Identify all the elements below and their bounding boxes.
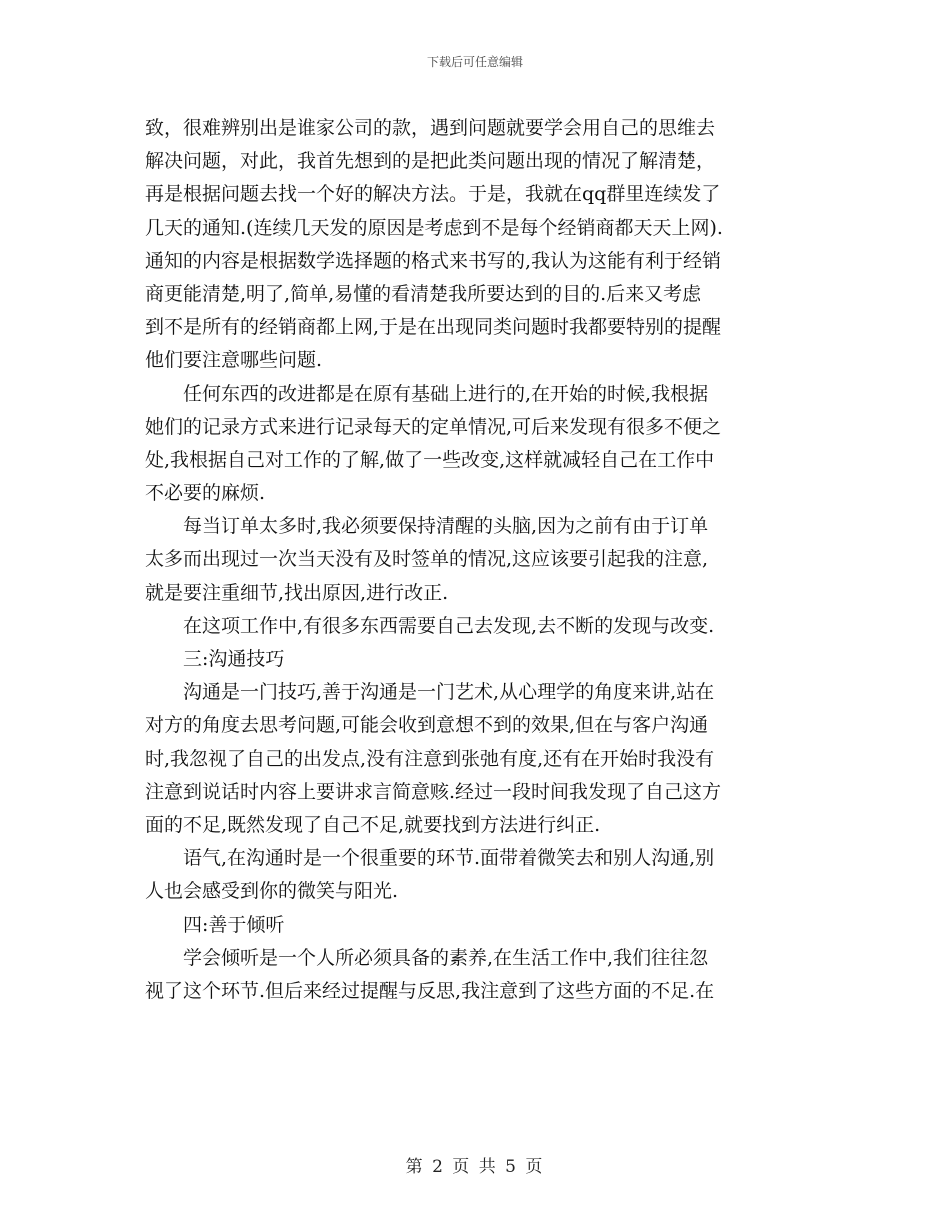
document-body [145,112,815,1008]
text-line: 时,我忽视了自己的出发点,没有注意到张弛有度,还有在开始时我没有 [145,747,715,770]
text-line: 不必要的麻烦. [145,482,266,505]
text-line: 每当订单太多时,我必须要保持清醒的头脑,因为之前有由于订单 [145,515,709,538]
page-header: 下载后可任意编辑 [426,55,523,69]
text-line: 任何东西的改进都是在原有基础上进行的,在开始的时候,我根据 [145,382,709,405]
text-line: 商更能清楚,明了,简单,易懂的看清楚我所要达到的目的.后来又考虑 [145,282,702,305]
text-line: 致，很难辨别出是谁家公司的款，遇到问题就要学会用自己的思维去 [145,117,716,139]
text-line: 语气,在沟通时是一个很重要的环节.面带着微笑去和别人沟通,别 [145,847,715,870]
text-line: 他们要注意哪些问题. [145,349,323,372]
text-line: 面的不足,既然发现了自己不足,就要找到方法进行纠正. [145,813,601,836]
section-heading: 四:善于倾听 [145,913,285,936]
page-footer: 第 2 页 共 5 页 [405,1157,545,1177]
text-line: 沟通是一门技巧,善于沟通是一门艺术,从心理学的角度来讲,站在 [145,681,715,704]
text-line: 学会倾听是一个人所必须具备的素养,在生活工作中,我们往往忽 [145,946,709,969]
text-line: 解决问题，对此，我首先想到的是把此类问题出现的情况了解清楚， [145,150,716,173]
text-line: 就是要注重细节,找出原因,进行改正. [145,581,449,604]
section-heading: 三:沟通技巧 [145,648,285,670]
text-line: 再是根据问题去找一个好的解决方法。于是，我就在qq群里连续发了 [145,183,721,206]
text-line: 通知的内容是根据数学选择题的格式来书写的,我认为这能有利于经销 [145,249,722,272]
text-line: 视了这个环节.但后来经过提醒与反思,我注意到了这些方面的不足.在 [145,979,715,1002]
text-line: 到不是所有的经销商都上网,于是在出现同类问题时我都要特别的提醒 [145,316,722,339]
text-line: 对方的角度去思考问题,可能会收到意想不到的效果,但在与客户沟通 [145,714,709,737]
text-line: 几天的通知.(连续几天发的原因是考虑到不是每个经销商都天天上网). [145,216,723,239]
text-line: 在这项工作中,有很多东西需要自己去发现,去不断的发现与改变. [145,614,715,637]
text-line: 她们的记录方式来进行记录每天的定单情况,可后来发现有很多不便之 [145,415,722,438]
text-line: 处,我根据自己对工作的了解,做了一些改变,这样就减轻自己在工作中 [145,448,715,471]
text-line: 人也会感受到你的微笑与阳光. [145,880,399,903]
text-line: 太多而出现过一次当天没有及时签单的情况,这应该要引起我的注意, [145,548,709,571]
text-line: 注意到说话时内容上要讲求言简意赅.经过一段时间我发现了自己这方 [145,780,722,803]
